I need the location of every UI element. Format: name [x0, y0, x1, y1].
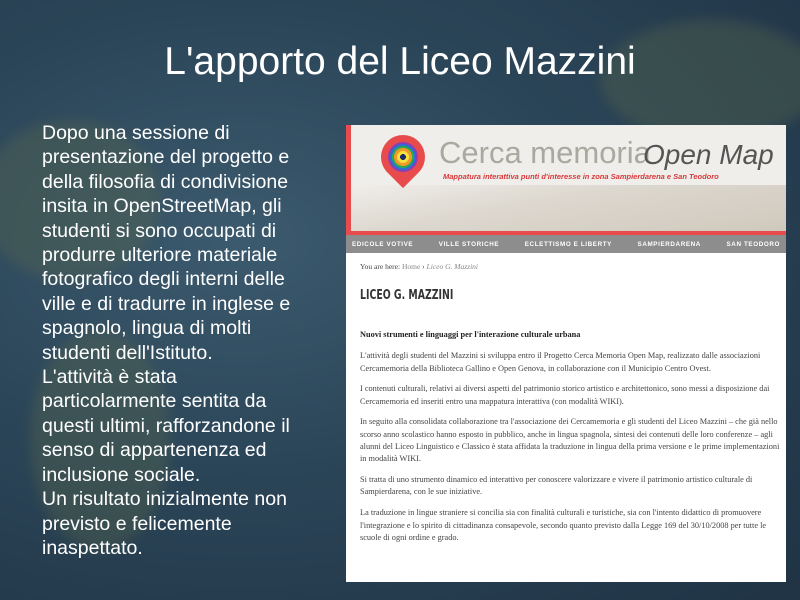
nav-item-sampierdarena[interactable]: SAMPIERDARENA	[637, 240, 701, 248]
breadcrumb-label: You are here:	[360, 262, 401, 271]
article-paragraph: L'attività degli studenti del Mazzini si sviluppa entro il Progetto Cerca Memoria Open Map, realizzato dalle associazioni Cercamemoria della Biblioteca Gallino e Open Genova, in collaborazione con il Municipio Centro Ovest.	[360, 351, 761, 373]
body-line: inaspettato.	[42, 536, 143, 559]
nav-item-ville-storiche[interactable]: VILLE STORICHE	[438, 240, 500, 248]
body-line: spagnolo, lingua di molti	[42, 317, 252, 340]
body-line: presentazione del progetto e	[42, 146, 290, 169]
body-line: inclusione sociale.	[42, 463, 201, 486]
body-line: fotografico degli interni delle	[42, 268, 285, 291]
slide-body-text	[42, 121, 342, 560]
nav-item-eclettismo-liberty[interactable]: ECLETTISMO E LIBERTY	[524, 240, 612, 248]
slide-title: L'apporto del Liceo Mazzini	[164, 40, 636, 83]
body-line: Un risultato inizialmente non	[42, 488, 287, 511]
article-body	[360, 329, 785, 553]
article-paragraph: In seguito alla consolidata collaborazione tra l'associazione dei Cercamemoria e gli studenti del Liceo Mazzini – che già nello scorso anno scolastico hanno esposto in pubblico, anche in lingua spagnola, sintesi dei contenuti delle loro conferenze – agli alunni del Liceo Linguistico e Classico è stata affidata la traduzione in lingua della prima versione e le prime implementazioni in modalità WIKI.	[360, 417, 780, 464]
nav-item-edicole-votive[interactable]: EDICOLE VOTIVE	[352, 240, 414, 248]
breadcrumb-separator: ›	[422, 262, 425, 271]
breadcrumb-current: Liceo G. Mazzini	[426, 262, 478, 271]
article-paragraph: Si tratta di uno strumento dinamico ed interattivo per conoscere valorizzare e vivere il patrimonio artistico culturale di Sampierdarena, con le sue iniziative.	[360, 475, 753, 497]
body-line: ville e di tradurre in inglese e	[42, 292, 291, 315]
body-line: studenti si sono occupati di	[42, 219, 277, 242]
brand-name-suffix: Open Map	[643, 139, 774, 170]
map-pin-logo-icon	[372, 126, 434, 188]
body-line: previsto e felicemente	[42, 512, 232, 535]
body-line: L'attività è stata	[42, 366, 177, 389]
body-line: Dopo una sessione di	[42, 122, 230, 144]
body-line: senso di appartenenza ed	[42, 439, 267, 462]
article-subtitle: Nuovi strumenti e linguaggi per l'interazione culturale urbana	[360, 330, 581, 339]
nav-item-san-teodoro[interactable]: SAN TEODORO	[726, 240, 780, 248]
brand-tagline: Mappatura interattiva punti d'interesse in zona Sampierdarena e San Teodoro	[443, 172, 719, 181]
page-title: LICEO G. MAZZINI	[360, 288, 454, 303]
breadcrumb-home-link[interactable]: Home	[401, 262, 421, 271]
body-line: insita in OpenStreetMap, gli	[42, 195, 282, 218]
body-line: della filosofia di condivisione	[42, 170, 289, 193]
site-header-banner	[346, 125, 786, 235]
article-paragraph: I contenuti culturali, relativi ai diversi aspetti del patrimonio storico artistico e architettonico, sono messi a disposizione dai Cercamemoria ed inseriti entro una mappatura interattiva (con modalità WIKI).	[360, 384, 770, 406]
article-paragraph: La traduzione in lingue straniere si concilia sia con finalità culturali e turistiche, sia con l'intento didattico di promuovere l'integrazione e lo spirito di cittadinanza consapevole, secondo quanto previsto dalla Legge 169 del 30/10/2008 per tutte le scuole di ogni ordine e grado.	[360, 508, 767, 542]
map-strip-image	[351, 185, 786, 231]
breadcrumb	[360, 262, 478, 271]
body-line: produrre ulteriore materiale	[42, 244, 278, 267]
body-line: particolarmente sentita da	[42, 390, 267, 413]
body-line: questi ultimi, rafforzandone il	[42, 414, 290, 437]
website-screenshot	[346, 125, 786, 582]
site-nav	[346, 235, 786, 253]
body-line: studenti dell'Istituto.	[42, 341, 213, 364]
brand-name: Cerca memoria	[439, 135, 651, 170]
